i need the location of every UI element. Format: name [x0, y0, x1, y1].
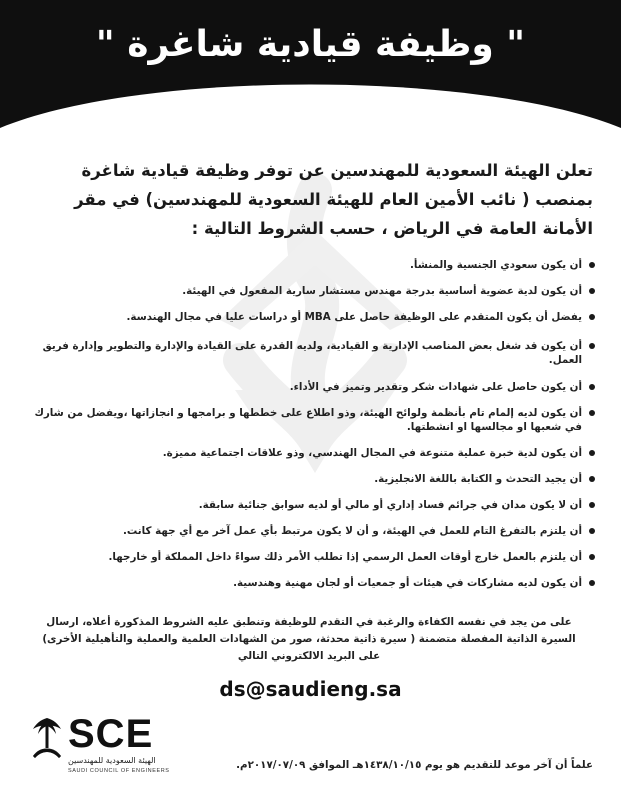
condition-text: أن يكون حاصل على شهادات شكر وتقدير وتميز في الأداء.	[289, 381, 582, 393]
condition-item	[15, 550, 595, 564]
bullet-icon	[589, 450, 595, 456]
condition-text: أن يكون سعودي الجنسية والمنشأ.	[410, 259, 582, 271]
condition-text: أن يلتزم بالتفرغ التام للعمل في الهيئة، و أن لا يكون مرتبط بأي عمل آخر مع أي جهة كانت.	[122, 525, 582, 537]
condition-text: يفضل أن يكون المتقدم على الوظيفة حاصل على MBA أو دراسات عليا في مجال الهندسة.	[126, 311, 582, 323]
closing-paragraph	[25, 614, 593, 665]
condition-item	[15, 524, 595, 538]
deadline-note: علماً أن آخر موعد للتقديم هو يوم ١٤٣٨/١٠/١٥هـ الموافق ٢٠١٧/٠٧/٠٩م.	[236, 759, 593, 771]
condition-item	[15, 339, 595, 367]
logo-abbreviation: SCE	[68, 712, 154, 756]
bullet-icon	[589, 476, 595, 482]
logo-english-name: SAUDI COUNCIL OF ENGINEERS	[68, 768, 170, 774]
condition-text: أن لا يكون مدان في جرائم فساد إداري أو مالي أو لديه سوابق جنائية سابقة.	[198, 499, 582, 511]
closing-line: السيرة الذاتية المفصلة متضمنة ( سيرة ذاتية محدثة، صور من الشهادات العلمية والعملية والتأهيلية الأخرى)	[42, 633, 576, 645]
condition-item	[15, 310, 595, 324]
bullet-icon	[589, 288, 595, 294]
bullet-icon	[589, 554, 595, 560]
bullet-icon	[589, 410, 595, 416]
intro-line: بمنصب ( نائب الأمين العام للهيئة السعودية للمهندسين) في مقر	[74, 190, 593, 209]
closing-line: على من يجد في نفسه الكفاءة والرغبة في التقدم للوظيفة وتنطبق عليه الشروط المذكورة أعلاه، ارسال	[46, 616, 572, 628]
bullet-icon	[589, 343, 595, 349]
intro-line: الأمانة العامة في الرياض ، حسب الشروط التالية :	[191, 219, 593, 238]
closing-line: على البريد الالكتروني التالي	[237, 650, 381, 662]
page-title: " وظيفة قيادية شاغرة "	[95, 24, 526, 65]
conditions-list	[15, 258, 595, 590]
condition-item	[15, 406, 595, 434]
contact-email[interactable]: ds@saudieng.sa	[219, 677, 402, 701]
condition-item	[15, 284, 595, 298]
condition-item	[15, 576, 595, 590]
condition-text: أن يلتزم بالعمل خارج أوقات العمل الرسمي إذا تطلب الأمر ذلك سواءً داخل المملكة أو خارجها.	[108, 551, 582, 563]
condition-item	[15, 380, 595, 394]
condition-text: أن يكون لدية خبرة عملية متنوعة في المجال الهندسي، وذو علاقات اجتماعية مميزة.	[162, 447, 582, 459]
bullet-icon	[589, 384, 595, 390]
condition-item	[15, 446, 595, 460]
bullet-icon	[589, 502, 595, 508]
condition-text: أن يكون لدية عضوية أساسية بدرجة مهندس مستشار سارية المفعول في الهيئة.	[182, 285, 582, 297]
bullet-icon	[589, 262, 595, 268]
bullet-icon	[589, 528, 595, 534]
condition-item	[15, 498, 595, 512]
condition-text: أن يكون لديه إلمام تام بأنظمة ولوائح الهيئة، وذو اطلاع على خططها و برامجها و انجازاتها ،ويفضل من شارك في شعبها او مجالسها او انشطتها.	[34, 407, 582, 433]
intro-paragraph	[23, 156, 593, 243]
sce-logo	[30, 712, 190, 784]
condition-text: أن يكون قد شغل بعض المناصب الإدارية و القيادية، ولديه القدرة على القيادة والإدارة والتطوير وإدارة فريق العمل.	[42, 340, 582, 366]
condition-text: أن يكون لديه مشاركات في هيئات أو جمعيات أو لجان مهنية وهندسية.	[233, 577, 582, 589]
bullet-icon	[589, 314, 595, 320]
condition-item	[15, 472, 595, 486]
condition-item	[15, 258, 595, 272]
intro-line: تعلن الهيئة السعودية للمهندسين عن توفر وظيفة قيادية شاغرة	[81, 161, 593, 180]
condition-text: أن يجيد التحدث و الكتابة باللغة الانجليزية.	[374, 473, 582, 485]
bullet-icon	[589, 580, 595, 586]
palm-swords-emblem-icon	[30, 716, 64, 764]
logo-arabic-name: الهيئة السعودية للمهندسين	[68, 756, 156, 765]
